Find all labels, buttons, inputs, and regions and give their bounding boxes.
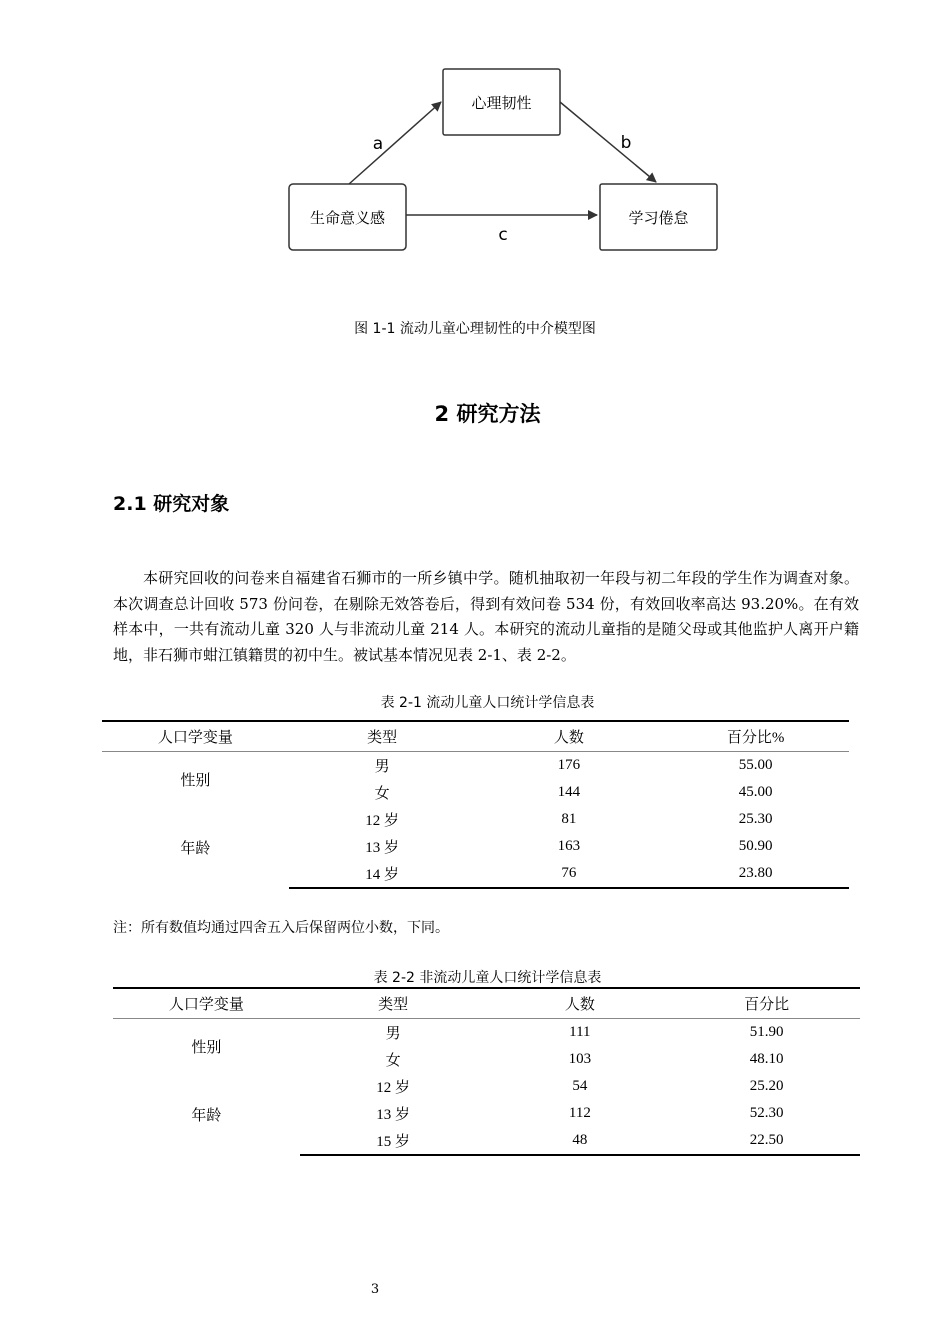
table-cell: 13 岁	[376, 1107, 410, 1123]
table-cell: 103	[568, 1051, 592, 1067]
section-title: 2 研究方法	[434, 402, 541, 426]
table-cell: 23.80	[662, 860, 849, 888]
table-cell: 13 岁	[365, 840, 399, 856]
table-cell: 52.30	[749, 1105, 784, 1121]
table-cell: 45.00	[738, 784, 773, 800]
table-cell: 163	[557, 838, 581, 854]
table2-header-row	[113, 988, 860, 1019]
table-cell: 25.30	[738, 811, 773, 827]
table-cell: 48	[487, 1127, 674, 1155]
table-cell: 男	[374, 759, 390, 775]
table1-header-cell: 百分比%	[662, 721, 849, 752]
table-row	[113, 1019, 860, 1047]
path-b-arrow	[560, 102, 656, 182]
table-cell: 48.10	[749, 1051, 784, 1067]
table1-header-row	[102, 721, 849, 752]
mediator-node-label: 心理韧性	[471, 94, 532, 112]
table2-caption: 表 2-2 非流动儿童人口统计学信息表	[373, 970, 602, 986]
table-cell: 111	[569, 1024, 591, 1040]
table1-header-cell: 人口学变量	[102, 721, 289, 752]
table2-header-cell: 百分比	[673, 988, 860, 1019]
table2-group-gender: 性别	[191, 1039, 222, 1056]
table2-header-cell: 人数	[487, 988, 674, 1019]
table-cell: 54	[572, 1078, 588, 1094]
table-cell: 12 岁	[376, 1080, 410, 1096]
path-b-label: b	[620, 133, 632, 153]
table-cell: 51.90	[749, 1024, 784, 1040]
path-c-label: c	[498, 225, 508, 245]
paragraph-text: 本研究回收的问卷来自福建省石狮市的一所乡镇中学。随机抽取初一年段与初二年段的学生作为调查对象。本次调查总计回收 573 份问卷，在剔除无效答卷后，得到有效问卷 534 份，有效回收率高达 93.20%。在有效样本中，一共有流动儿童 320 人与非流动儿童 214 人。本研究的流动儿童指的是随父母或其他监护人离开户籍地，非石狮市蚶江镇籍贯的初中生。被试基本情况见表 2-1、表 2-2。	[113, 569, 859, 664]
independent-node-label: 生命意义感	[309, 209, 386, 227]
table-cell: 81	[561, 811, 577, 827]
table-cell: 女	[385, 1053, 401, 1069]
table-cell: 女	[374, 786, 390, 802]
table1-group-gender: 性别	[180, 772, 211, 789]
table-cell: 76	[476, 860, 663, 888]
independent-node	[289, 184, 406, 250]
table-cell: 22.50	[673, 1127, 860, 1155]
path-a-label: a	[372, 134, 384, 154]
table-cell: 男	[385, 1026, 401, 1042]
table-row	[102, 806, 849, 833]
table2-header-cell: 人口学变量	[113, 988, 300, 1019]
mediator-node	[443, 69, 560, 135]
table-cell: 25.20	[749, 1078, 784, 1094]
table2	[113, 987, 860, 1156]
figure-caption: 图 1-1 流动儿童心理韧性的中介模型图	[354, 321, 596, 337]
table-cell: 12 岁	[365, 813, 399, 829]
table-note: 注：所有数值均通过四舍五入后保留两位小数，下同。	[113, 920, 449, 936]
table2-group-age: 年龄	[191, 1107, 222, 1124]
table2-header-cell: 类型	[300, 988, 487, 1019]
table-cell: 50.90	[738, 838, 773, 854]
path-a-arrow	[349, 102, 441, 184]
table1-header-cell: 类型	[289, 721, 476, 752]
dependent-node-label: 学习倦怠	[628, 209, 689, 227]
table1-header-cell: 人数	[476, 721, 663, 752]
page-number: 3	[370, 1282, 380, 1297]
body-paragraph	[113, 566, 859, 668]
table-row	[102, 752, 849, 780]
dependent-node	[600, 184, 717, 250]
table1	[102, 720, 849, 889]
table-cell: 144	[557, 784, 581, 800]
table-row	[113, 1073, 860, 1100]
table-cell: 14 岁	[289, 860, 476, 888]
table1-group-age: 年龄	[180, 840, 211, 857]
mediation-model-diagram	[0, 0, 950, 300]
table1-caption: 表 2-1 流动儿童人口统计学信息表	[380, 695, 595, 711]
table-cell: 55.00	[738, 757, 773, 773]
table-cell: 15 岁	[300, 1127, 487, 1155]
subsection-title: 2.1 研究对象	[113, 493, 230, 515]
table-cell: 112	[568, 1105, 591, 1121]
table-cell: 176	[557, 757, 581, 773]
